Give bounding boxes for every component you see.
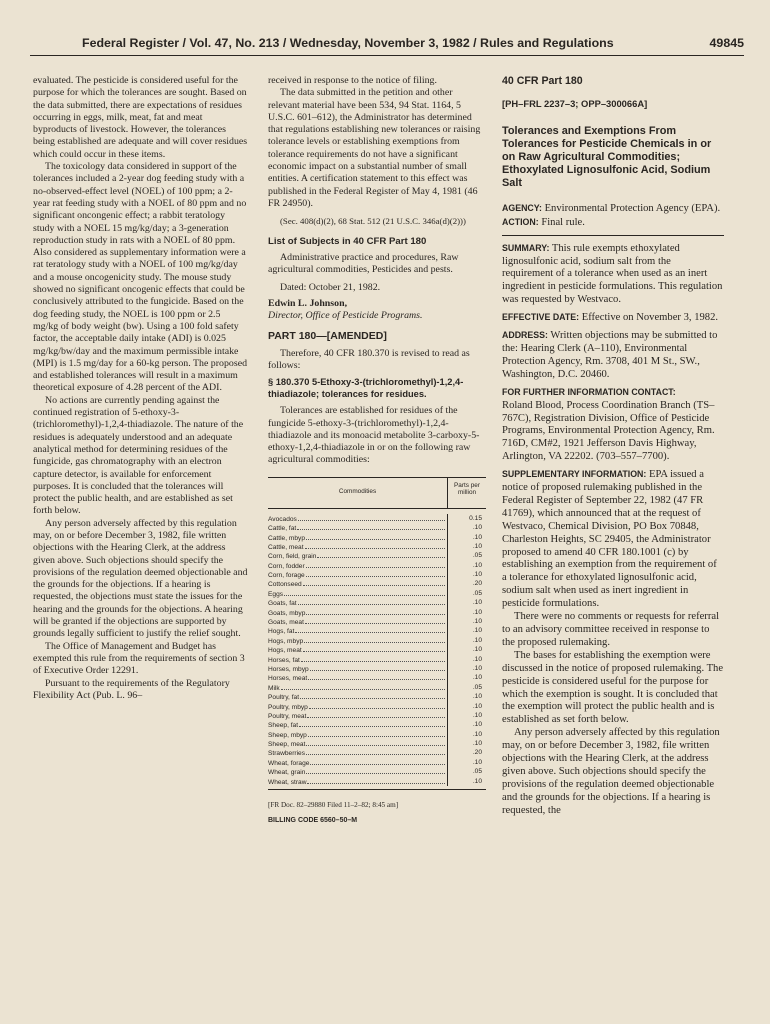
dot-leader: [308, 730, 445, 737]
ppm-value: .05: [472, 768, 482, 776]
address-line: [502, 329, 724, 382]
dot-leader: [300, 692, 445, 699]
commodity-cell: [268, 598, 448, 607]
commodity-cell: [268, 739, 448, 748]
commodity-cell: [268, 636, 448, 645]
dot-leader: [301, 655, 445, 662]
action-line: [502, 216, 724, 230]
commodity-name: Horses, meat: [268, 675, 308, 683]
table-row: [268, 570, 486, 579]
dated-line: Dated: October 21, 1982.: [280, 282, 381, 294]
ppm-value: .10: [472, 636, 482, 644]
table-row: [268, 617, 486, 626]
supplementary-text: EPA issued a notice of proposed rulemaking published in the Federal Register of September 22, 1982 (47 FR 41769), which announced that at the request of Westvaco, Chemical Division, PO Box 70848, Charleston Heights, SC 29405, the Administrator proposed to amend 40 CFR 180.1001 (c) by establishing an exemption from the requirement of a tolerance for ethoxylated lignosulfonic acid, sodium salt when used as inert ingredient in pesticide formulations.: [502, 469, 717, 610]
ppm-value: .10: [472, 571, 482, 579]
ppm-header: Parts per million: [454, 481, 480, 496]
dot-leader: [306, 608, 445, 615]
dot-leader: [307, 711, 445, 718]
commodity-name: Strawberries: [268, 750, 306, 758]
table-row: [268, 683, 486, 692]
ppm-value: .10: [472, 711, 482, 719]
ppm-value: .10: [472, 542, 482, 550]
summary-text: This rule exempts ethoxylated lignosulfonic acid, sodium salt from the requirement of a tolerance when used as an inert ingredient in pesticide formulations. This regulation was requested by Westvaco.: [502, 242, 723, 306]
ppm-value: .10: [472, 721, 482, 729]
paragraph: evaluated. The pesticide is considered useful for the purpose for which the tolerances are sought. Based on the data submitted, there are expectations of residues occurring in eggs, milk, meat, fat and meat byproducts of livestock. However, the tolerances being established are adequate and will cover residues which could occur in these items.: [33, 75, 248, 160]
agency-label: AGENCY:: [502, 202, 542, 213]
commodity-cell: [268, 608, 448, 617]
ppm-value: .10: [472, 777, 482, 785]
contact-text: Roland Blood, Process Coordination Branch (TS–767C), Registration Division, Office of Pesticide Programs, Environmental Protection Agency, Rm. 716D, CM#2, 1921 Jefferson Davis Highway, Arlington, VA 22202. (703–557–7700).: [502, 399, 715, 463]
dot-leader: [306, 767, 445, 774]
commodity-name: Avocados: [268, 515, 297, 523]
commodity-cell: [268, 514, 448, 523]
ppm-value: .10: [472, 646, 482, 654]
action-text: Final rule.: [541, 216, 585, 228]
table-row: [268, 777, 486, 786]
fr-doc-line: [FR Doc. 82–29880 Filed 11–2–82; 8:45 am]: [268, 801, 399, 810]
column-middle: [268, 75, 486, 828]
ppm-value: .05: [472, 683, 482, 691]
commodity-cell: [268, 579, 448, 588]
signer-name: Edwin L. Johnson,: [268, 297, 348, 309]
commodity-name: Cattle, mbyp: [268, 534, 306, 542]
ppm-value: .10: [472, 627, 482, 635]
commodity-cell: [268, 561, 448, 570]
address-label: ADDRESS:: [502, 330, 548, 341]
ppm-value: .10: [472, 674, 482, 682]
table-row: [268, 626, 486, 635]
table-row: [268, 589, 486, 598]
subjects-heading: List of Subjects in 40 CFR Part 180: [268, 235, 427, 247]
part-heading: PART 180—[AMENDED]: [268, 330, 387, 343]
dot-leader: [306, 748, 445, 755]
paragraph: The toxicology data considered in support of the tolerances included a 2-year dog feeding study with a no-observed-effect level (NOEL) of 100 ppm; a 2-year rat feeding study with a NOEL of 80 ppm and no significant oncongenic effect; a rabbit teratology study with a NOEL 15 mg/kg/day; a 3-generation reproduction study in rats with a NOEL of 80 ppm. Also considered as supplementary information were a rat teratology study with a NOEL of 100 mg/kg/day and a mouse oncogenicity study. The mouse study showed no significant oncogenic effects that could be conclusively attributed to the fungicide. Based on the dog feeding study, the NOEL is 100 ppm or 2.5 mg/kg of body weight (bw). Using a 100 fold safety factor, the acceptable daily intake (ADI) is 0.025 mg/kg/bw/day and the maximum permissible intake (MPI) is 1.5 mg/day for a 60-kg person. The proposed and established tolerances will result in a maximum theoretical exposure of 4.28 percent of the ADI.: [33, 161, 248, 394]
commodity-name: Corn, forage: [268, 572, 305, 580]
dot-leader: [306, 561, 445, 568]
commodity-name: Goats, meat: [268, 619, 304, 627]
ppm-value: .05: [472, 552, 482, 560]
authority-citation: (Sec. 408(d)(2), 68 Stat. 512 (21 U.S.C. 346a(d)(2))): [280, 216, 466, 227]
dot-leader: [295, 626, 445, 633]
commodity-name: Goats, mbyp: [268, 609, 306, 617]
commodity-cell: [268, 645, 448, 654]
table-row: [268, 730, 486, 739]
paragraph: Any person adversely affected by this regulation may, on or before December 3, 1982, file written objections with the Hearing Clerk, at the address given above. Such objections should specify the provisions of the regulation deemed objectionable and the grounds for the objections. If a hearing is requested, the: [502, 727, 720, 816]
paragraph: There were no comments or requests for referral to an advisory committee received in response to the proposed rulemaking.: [502, 611, 720, 648]
table-row: [268, 523, 486, 532]
table-row: [268, 608, 486, 617]
table-row: [268, 711, 486, 720]
dot-leader: [307, 777, 445, 784]
table-row: [268, 598, 486, 607]
commodity-cell: [268, 777, 448, 786]
commodity-cell: [268, 711, 448, 720]
table-row: [268, 645, 486, 654]
table-row: [268, 720, 486, 729]
supplementary-label: SUPPLEMENTARY INFORMATION:: [502, 469, 647, 480]
page-header: [30, 36, 744, 56]
effective-text: Effective on November 3, 1982.: [581, 312, 719, 324]
summary-label: SUMMARY:: [502, 242, 550, 253]
commodity-cell: [268, 683, 448, 692]
commodity-name: Poultry, mbyp: [268, 703, 308, 711]
dot-leader: [308, 673, 445, 680]
paragraph: No actions are currently pending against the continued registration of 5-ethoxy-3-(trichloromethyl)-1,2,4-thiadiazole. The nature of the residues is adequately understood and an adequate analytical method for determining residues of the fungicide, gas chromatography with an electron capture detector, is available for enforcement purposes. It is concluded that the tolerances will protect the public health, and are established as set forth below.: [33, 394, 244, 517]
paragraph: The Office of Management and Budget has exempted this rule from the requirements of section 3 of Executive Order 12291.: [33, 640, 245, 677]
effective-label: EFFECTIVE DATE:: [502, 312, 580, 323]
contact-line: [502, 386, 724, 464]
commodity-cell: [268, 589, 448, 598]
dot-leader: [303, 645, 445, 652]
commodity-name: Sheep, mbyp: [268, 731, 307, 739]
table-row: [268, 514, 486, 523]
commodity-cell: [268, 720, 448, 729]
commodity-name: Horses, mbyp: [268, 665, 309, 673]
contact-label: FOR FURTHER INFORMATION CONTACT:: [502, 386, 676, 397]
commodity-cell: [268, 767, 448, 776]
paragraph: Pursuant to the requirements of the Regulatory Flexibility Act (Pub. L. 96–: [33, 677, 230, 701]
commodity-cell: [268, 692, 448, 701]
summary-line: [502, 242, 724, 308]
commodity-name: Wheat, grain: [268, 769, 306, 777]
dot-leader: [281, 683, 445, 690]
dot-leader: [310, 758, 445, 765]
commodity-name: Cattle, fat: [268, 525, 297, 533]
table-row: [268, 673, 486, 682]
table-row: [268, 692, 486, 701]
column-right: [502, 75, 724, 818]
ppm-value: 0.15: [469, 514, 482, 522]
dot-leader: [306, 533, 445, 540]
commodity-cell: [268, 551, 448, 560]
commodity-name: Sheep, fat: [268, 722, 299, 730]
commodity-name: Horses, fat: [268, 656, 300, 664]
ppm-value: .10: [472, 561, 482, 569]
table-row: [268, 664, 486, 673]
paragraph: The data submitted in the petition and other relevant material have been 534, 94 Stat. 1164, 5 U.S.C. 601–612), the Administrator has determined that regulations establishing new tolerances or raising tolerance levels or establishing exemptions from tolerance requirements do not have a significant economic impact on a substantial number of small entities. A certification statement to this effect was published in the Federal Register of May 4, 1981 (46 FR 24950).: [268, 87, 481, 209]
table-row: [268, 739, 486, 748]
commodity-cell: [268, 570, 448, 579]
dot-leader: [305, 542, 445, 549]
commodity-name: Poultry, fat: [268, 694, 300, 702]
ppm-value: .10: [472, 664, 482, 672]
table-row: [268, 636, 486, 645]
subjects-list: Administrative practice and procedures, Raw agricultural commodities, Pesticides and pests.: [268, 251, 459, 276]
commodity-cell: [268, 542, 448, 551]
agency-text: Environmental Protection Agency (EPA).: [544, 202, 721, 214]
dot-leader: [304, 636, 445, 643]
dot-leader: [306, 570, 445, 577]
ppm-value: .20: [472, 749, 482, 757]
paragraph: received in response to the notice of filing.: [268, 75, 437, 86]
dot-leader: [309, 702, 445, 709]
running-header: Federal Register / Vol. 47, No. 213 / Wednesday, November 3, 1982 / Rules and Regulations: [82, 36, 614, 50]
commodity-name: Cattle, meat: [268, 543, 304, 551]
ppm-value: .20: [472, 580, 482, 588]
effective-line: [502, 311, 724, 325]
cfr-part: 40 CFR Part 180: [502, 75, 583, 87]
ppm-value: .10: [472, 655, 482, 663]
commodity-name: Hogs, meat: [268, 647, 302, 655]
commodity-cell: [268, 673, 448, 682]
column-left: [33, 75, 248, 702]
table-body: [268, 509, 486, 789]
ppm-value: .05: [472, 589, 482, 597]
tolerance-table: [268, 477, 486, 790]
dot-leader: [284, 589, 445, 596]
commodity-name: Hogs, mbyp: [268, 637, 304, 645]
commodity-cell: [268, 655, 448, 664]
ppm-value: .10: [472, 740, 482, 748]
ppm-value: .10: [472, 730, 482, 738]
ppm-value: .10: [472, 618, 482, 626]
supplementary-line: [502, 468, 724, 611]
table-row: [268, 767, 486, 776]
table-row: [268, 533, 486, 542]
ppm-value: .10: [472, 608, 482, 616]
table-row: [268, 758, 486, 767]
dot-leader: [298, 598, 445, 605]
paragraph: Any person adversely affected by this regulation may, on or before December 3, 1982, file written objections with the Hearing Clerk, at the address given above. Such objections should specify the provisions of the regulation deemed objectionable and the grounds for the objections. If a hearing is requested, the objections must state the issues for the hearing and the grounds for the objections. A hearing will be granted if the objections are supported by grounds legally sufficient to justify the relief sought.: [33, 517, 248, 640]
section-text: Tolerances are established for residues of the fungicide 5-ethoxy-3-(trichloromethyl)-1,2,4-thiadiazole and its monoacid metabolite 3-carboxy-5-ethoxy-1,2,4-thiadiazole in or on the following raw agricultural commodities:: [268, 405, 480, 466]
commodity-name: Goats, fat: [268, 600, 297, 608]
table-row: [268, 561, 486, 570]
table-row: [268, 579, 486, 588]
ppm-value: .10: [472, 702, 482, 710]
commodities-header: Commodities: [268, 478, 448, 508]
dot-leader: [299, 720, 445, 727]
section-heading: § 180.370 5-Ethoxy-3-(trichloromethyl)-1,2,4-thiadiazole; tolerances for residues.: [268, 377, 464, 399]
commodity-name: Poultry, meat: [268, 712, 307, 720]
commodity-cell: [268, 730, 448, 739]
table-row: [268, 551, 486, 560]
table-row: [268, 655, 486, 664]
docket-number: [PH–FRL 2237–3; OPP–300066A]: [502, 97, 648, 109]
ppm-value: .10: [472, 758, 482, 766]
dot-leader: [317, 551, 445, 558]
commodity-cell: [268, 702, 448, 711]
commodity-name: Cottonseed: [268, 581, 302, 589]
dot-leader: [306, 739, 445, 746]
address-text: Written objections may be submitted to the: Hearing Clerk (A–110), Environmental Protection Agency, Rm. 3708, 401 M St., SW., Washington, D.C. 20460.: [502, 330, 718, 380]
commodity-cell: [268, 523, 448, 532]
commodity-name: Hogs, fat: [268, 628, 295, 636]
commodity-name: Eggs: [268, 590, 284, 598]
commodity-cell: [268, 748, 448, 757]
dot-leader: [297, 523, 445, 530]
table-row: [268, 542, 486, 551]
page-number: 49845: [709, 36, 744, 50]
ppm-value: .10: [472, 524, 482, 532]
signer-title: Director, Office of Pesticide Programs.: [268, 310, 423, 322]
commodity-name: Wheat, forage: [268, 759, 310, 767]
commodity-cell: [268, 533, 448, 542]
commodity-cell: [268, 626, 448, 635]
commodity-name: Corn, field, grain: [268, 553, 317, 561]
agency-line: [502, 202, 724, 216]
commodity-name: Milk: [268, 684, 280, 692]
action-label: ACTION:: [502, 216, 539, 227]
dot-leader: [310, 664, 445, 671]
summary-block: [502, 235, 724, 308]
ppm-value: .10: [472, 693, 482, 701]
amendment-text: Therefore, 40 CFR 180.370 is revised to read as follows:: [268, 347, 470, 371]
commodity-name: Sheep, meat: [268, 741, 306, 749]
dot-leader: [305, 617, 445, 624]
ppm-value: .10: [472, 599, 482, 607]
table-header: [268, 478, 486, 509]
commodity-cell: [268, 617, 448, 626]
table-row: [268, 702, 486, 711]
table-row: [268, 748, 486, 757]
commodity-name: Corn, fodder: [268, 562, 305, 570]
commodity-name: Wheat, straw: [268, 778, 307, 786]
dot-leader: [303, 579, 445, 586]
dot-leader: [298, 514, 445, 521]
paragraph: The bases for establishing the exemption were discussed in the notice of proposed rulemaking. The pesticide is considered useful for the purpose for which the exemption is sought. It is concluded that the exemption will protect the public health and is established as set forth below.: [502, 649, 724, 726]
commodity-cell: [268, 664, 448, 673]
ppm-value: .10: [472, 533, 482, 541]
rule-title: Tolerances and Exemptions From Tolerances for Pesticide Chemicals in or on Raw Agricultural Commodities; Ethoxylated Lignosulfonic Acid, Sodium Salt: [502, 124, 712, 189]
billing-code: BILLING CODE 6560–50–M: [268, 817, 358, 825]
commodity-cell: [268, 758, 448, 767]
